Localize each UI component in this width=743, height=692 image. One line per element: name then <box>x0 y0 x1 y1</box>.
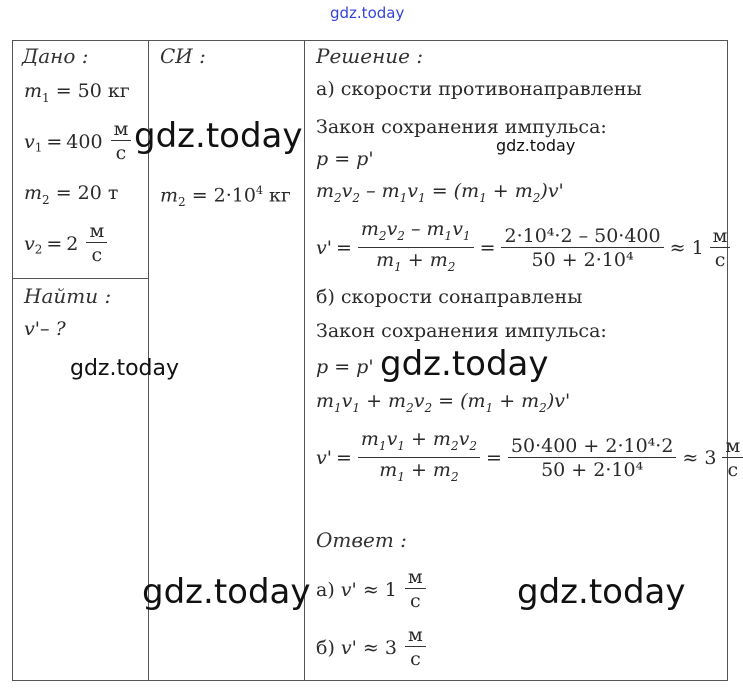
given-v2: $v_2 = 2$ м с <box>24 220 109 267</box>
eq-b-numeric-fraction: $\frac{\text{50·400 + 2·10⁴·2}}{\text{50 + 2·10⁴}}$ <box>508 435 677 482</box>
si-m2-exponent: 4 <box>255 184 263 197</box>
given-header: Дано : <box>22 44 89 68</box>
eq-a-expanded: $m_2v_2 - m_1v_1 = (m_1 + m_2)v'$ <box>316 180 564 205</box>
answer-a: а) v' ≈ 1 м с <box>316 566 428 613</box>
table-right-border <box>727 40 728 681</box>
find-header: Найти : <box>24 284 112 308</box>
table-bottom-border <box>12 680 728 681</box>
eq-a-numeric-fraction: $\frac{\text{2·10⁴·2 – 50·400}}{\text{50 + 2·10⁴}}$ <box>501 225 663 272</box>
watermark-1: gdz.today <box>134 116 303 156</box>
eq-b-symbolic-fraction: $\frac{m_1v_1 + m_2v_2}{m_1 + m_2}$ <box>358 428 480 489</box>
solution-header: Решение : <box>316 44 424 68</box>
given-find-divider <box>12 278 149 279</box>
eq-a-result: v' = $\frac{m_2v_2 - m_1v_1}{m_1 + m_2}$ = $\frac{\text{2·10⁴·2 – 50·400}}{\text{50 + 2·10⁴}}$ ≈ 1 м с <box>316 218 732 279</box>
given-v1-value: 400 <box>66 130 103 153</box>
si-m2-unit: кг <box>269 184 291 207</box>
given-m2: $m_2 = 20$ т <box>24 182 119 207</box>
given-v2-value: 2 <box>66 232 79 255</box>
find-item: v'– ? <box>24 318 66 340</box>
eq-b-expanded: $m_1v_1 + m_2v_2 = (m_1 + m_2)v'$ <box>316 390 571 415</box>
given-v2-unit: м с <box>86 220 107 267</box>
si-header: СИ : <box>160 44 206 68</box>
watermark-5: gdz.today <box>142 572 311 612</box>
eq-b-value: ≈ 3 <box>682 447 717 470</box>
eq-b-momentum: p = p' <box>316 356 374 378</box>
watermark-6: gdz.today <box>517 572 686 612</box>
table-left-border <box>12 40 13 681</box>
eq-b-unit: м с <box>722 435 743 482</box>
si-m2-value: 2·10 <box>213 184 256 207</box>
given-v1: $v_1 = 400$ м с <box>24 118 133 165</box>
law-b-label: Закон сохранения импульса: <box>316 320 607 342</box>
table-top-border <box>12 40 728 41</box>
watermark-2: gdz.today <box>496 136 576 155</box>
answer-header: Ответ : <box>316 528 407 552</box>
given-v1-unit: м с <box>111 118 132 165</box>
eq-a-value: ≈ 1 <box>669 237 704 260</box>
answer-b: б) v' ≈ 3 м с <box>316 624 428 671</box>
eq-b-result: v' = $\frac{m_1v_1 + m_2v_2}{m_1 + m_2}$ = $\frac{\text{50·400 + 2·10⁴·2}}{\text{50 + 2·10⁴}}$ ≈ 3 м с <box>316 428 743 489</box>
watermark-3: gdz.today <box>70 356 180 381</box>
answer-a-unit: м с <box>405 566 426 613</box>
eq-a-unit: м с <box>710 225 731 272</box>
case-b-label: б) скорости сонаправлены <box>316 286 583 308</box>
case-a-label: а) скорости противонаправлены <box>316 78 642 100</box>
given-m1: $m_1 = 50$ кг <box>24 80 130 105</box>
eq-a-symbolic-fraction: $\frac{m_2v_2 - m_1v_1}{m_1 + m_2}$ <box>358 218 474 279</box>
si-m2: $m_2 = 2\cdot 10^4$ кг <box>160 184 291 210</box>
given-m1-value: 50 кг <box>77 80 130 102</box>
given-m2-value: 20 т <box>77 182 119 204</box>
top-watermark: gdz.today <box>330 4 405 22</box>
law-a-label: Закон сохранения импульса: <box>316 116 607 138</box>
watermark-4: gdz.today <box>380 344 549 384</box>
eq-a-momentum: p = p' <box>316 148 374 170</box>
answer-b-unit: м с <box>405 624 426 671</box>
